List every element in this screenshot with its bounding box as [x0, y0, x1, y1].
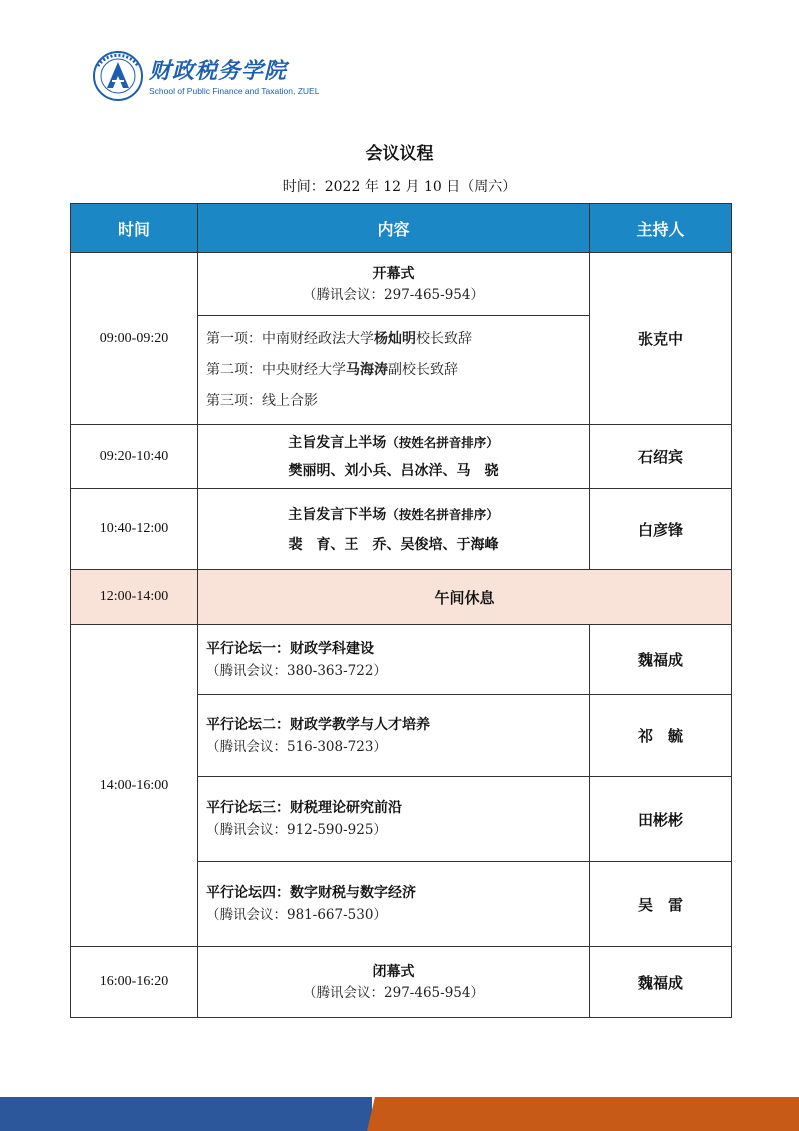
keynote1-title: 主旨发言上半场	[288, 435, 387, 451]
keynote2-note: （按姓名拼音排序）	[386, 506, 499, 522]
keynote1-time: 09:20-10:40	[71, 425, 198, 489]
opening-title: 开幕式	[372, 266, 415, 282]
closing-time: 16:00-16:20	[71, 947, 198, 1018]
opening-host: 张克中	[590, 253, 732, 425]
agenda-table	[70, 203, 732, 1018]
table-row	[71, 253, 732, 316]
closing-host: 魏福成	[590, 947, 732, 1018]
agenda-item: 第一项：中南财经政法大学杨灿明校长致辞	[206, 330, 472, 347]
keynote2-host: 白彦锋	[590, 489, 732, 570]
forums-time: 14:00-16:00	[71, 625, 198, 947]
keynote1-cell	[198, 425, 590, 489]
logo-chinese-name: 财政税务学院	[149, 58, 288, 84]
opening-time: 09:00-09:20	[71, 253, 198, 425]
forum-title: 平行论坛四：数字财税与数字经济	[206, 885, 416, 901]
table-row	[71, 625, 732, 695]
school-emblem-icon	[92, 50, 144, 102]
forum-host: 魏福成	[590, 625, 732, 695]
closing-cell	[198, 947, 590, 1018]
agenda-item: 第三项：线上合影	[206, 392, 318, 409]
opening-items-cell	[198, 316, 590, 425]
forum-host: 吴 雷	[590, 862, 732, 947]
forum-title: 平行论坛二：财政学教学与人才培养	[206, 716, 430, 733]
footer-orange-band	[367, 1097, 799, 1131]
forum-meeting: （腾讯会议：516-308-723）	[206, 738, 387, 755]
keynote2-speakers: 裴 育、王 乔、吴俊培、于海峰	[288, 536, 499, 553]
closing-title: 闭幕式	[372, 964, 415, 980]
lunch-label: 午间休息	[198, 570, 732, 625]
forum-meeting: （腾讯会议：912-590-925）	[206, 822, 387, 838]
forum-cell	[198, 695, 590, 777]
table-row	[71, 425, 732, 489]
forum-cell	[198, 777, 590, 862]
closing-meeting: （腾讯会议：297-465-954）	[303, 985, 484, 1001]
footer-blue-band	[0, 1097, 372, 1131]
agenda-item: 第二项：中央财经大学马海涛副校长致辞	[206, 361, 458, 378]
table-row	[71, 570, 732, 625]
forum-host: 田彬彬	[590, 777, 732, 862]
keynote1-note: （按姓名拼音排序）	[386, 435, 499, 450]
opening-meeting: （腾讯会议：297-465-954）	[303, 287, 484, 303]
keynote2-time: 10:40-12:00	[71, 489, 198, 570]
table-header-row	[71, 204, 732, 253]
forum-host: 祁 毓	[590, 695, 732, 777]
school-logo	[92, 48, 320, 104]
date-line: 时间：2022 年 12 月 10 日（周六）	[282, 179, 517, 195]
keynote1-host: 石绍宾	[590, 425, 732, 489]
header-host: 主持人	[590, 204, 732, 253]
forum-cell	[198, 862, 590, 947]
header-time: 时间	[71, 204, 198, 253]
page-title: 会议议程	[365, 144, 434, 164]
forum-meeting: （腾讯会议：981-667-530）	[206, 907, 387, 923]
forum-cell	[198, 625, 590, 695]
lunch-time: 12:00-14:00	[71, 570, 198, 625]
logo-english-name: School of Public Finance and Taxation, ZUEL	[149, 86, 320, 96]
forum-meeting: （腾讯会议：380-363-722）	[206, 662, 387, 679]
keynote1-speakers: 樊丽明、刘小兵、吕冰洋、马 骁	[288, 463, 499, 479]
header-content: 内容	[198, 204, 590, 253]
table-row	[71, 947, 732, 1018]
keynote2-cell	[198, 489, 590, 570]
keynote2-title: 主旨发言下半场	[288, 506, 387, 523]
opening-title-cell	[198, 253, 590, 316]
forum-title: 平行论坛三：财税理论研究前沿	[206, 800, 402, 816]
forum-title: 平行论坛一：财政学科建设	[206, 640, 374, 657]
table-row	[71, 489, 732, 570]
